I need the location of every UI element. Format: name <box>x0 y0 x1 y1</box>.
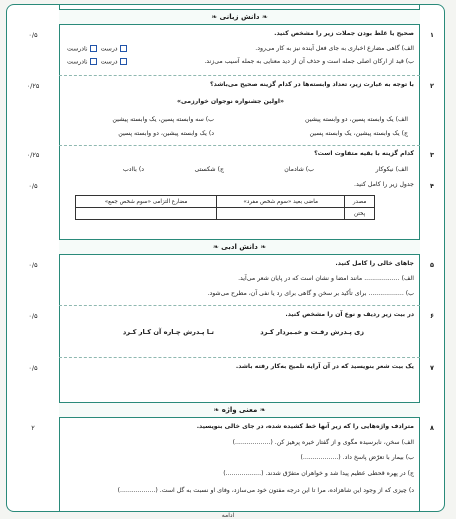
true-checkbox-a[interactable] <box>120 45 127 52</box>
question-number-column <box>419 5 444 511</box>
blank-b: ب) .................. برای تأکید بر سخن و گاهی برای رد یا نفی آن، مطرح می‌شود. <box>207 290 414 297</box>
table-header: مضارع التزامی «سوم شخص جمع» <box>76 196 217 208</box>
question-title: با توجه به عبارت زیر، تعداد وابسته‌ها در کدام گزینه صحیح می‌باشد؟ <box>210 81 414 88</box>
true-false-b: درست نادرست <box>67 58 127 67</box>
option-a[interactable]: الف) نیکوکار <box>375 166 408 173</box>
divider <box>59 305 420 306</box>
divider <box>59 145 420 146</box>
option-d[interactable]: د) یک وابسته پیشین، دو وابسته پسین <box>118 130 214 137</box>
statement-a: الف) گاهی مضارع اخباری به جای فعل آینده نیز به کار می‌رود. <box>255 45 414 52</box>
answer-cell[interactable] <box>217 208 345 220</box>
verse-left: تـا پـدرش چـاره آن کـار کـرد <box>122 328 214 336</box>
question-title: یک بیت شعر بنویسید که در آن آرایه تلمیح به‌کار رفته باشد. <box>235 363 414 370</box>
question-title: مترادف واژه‌هایی را که زیر آنها خط کشیده شده، در جای خالی بنویسید. <box>196 423 414 430</box>
synonym-a: الف) سخن، نابرسیده مگوی و از گفتار خیره پرهیز کن. (..................) <box>232 439 414 446</box>
section-header-vocab: ❧ معنی واژه ❧ <box>59 402 420 418</box>
question-score: ۰/۵ <box>28 182 38 190</box>
statement-b: ب) قید از ارکان اصلی جمله است و حذف آن از دید معنایی به جمله آسیب می‌زند. <box>204 58 414 65</box>
question-number: ۴ <box>430 182 434 190</box>
divider <box>59 357 420 358</box>
divider <box>59 75 420 76</box>
option-b[interactable]: ب) سه وابسته پسین، یک وابسته پیشین <box>112 116 214 123</box>
question-score: ۰/۲۵ <box>26 82 40 90</box>
option-c[interactable]: ج) شکستی <box>194 166 224 173</box>
tense-table <box>75 195 375 220</box>
option-d[interactable]: د) باادب <box>122 166 144 173</box>
score-column <box>7 5 60 511</box>
true-checkbox-b[interactable] <box>120 58 127 65</box>
table-row <box>76 208 375 220</box>
synonym-c: ج) در پهره قحطی عظیم پیدا شد و خواهران متفرّق شدند. (..................) <box>223 470 414 477</box>
section-title-literature: دانش ادبی <box>221 243 258 251</box>
question-number: ۸ <box>430 424 434 432</box>
option-a[interactable]: الف) یک وابسته پسین، دو وابسته پیشین <box>305 116 408 123</box>
question-number: ۶ <box>430 312 434 320</box>
verse-right: زی پـدرش رفـت و خبـبردار کـرد <box>260 328 364 336</box>
page-footer: ادامه <box>221 512 235 519</box>
question-number: ۲ <box>430 82 434 90</box>
section-header-literature: ❧ دانش ادبی ❧ <box>59 239 420 255</box>
synonym-d: د) چیزی که از وجود این شاهزاده، مرا تا این درجه مفتون خود می‌سازد، وفای او نسبت به گل است. (..................) <box>117 487 414 494</box>
question-title: جاهای خالی را کامل کنید. <box>335 260 414 267</box>
section-header-grammar: ❧ دانش زبانی ❧ <box>59 9 420 25</box>
section-title-grammar: دانش زبانی <box>219 13 260 21</box>
question-score: ۰/۵ <box>28 31 38 39</box>
false-checkbox-b[interactable] <box>90 58 97 65</box>
table-cell: پختن <box>345 208 375 220</box>
option-c[interactable]: ج) یک وابسته پیشین، یک وابسته پسین <box>309 130 408 137</box>
blank-a: الف) .................. مانند امضا و نشان است که در پایان شعر می‌آید. <box>238 275 414 282</box>
question-score: ۰/۲۵ <box>26 151 40 159</box>
answer-cell[interactable] <box>76 208 217 220</box>
exam-sheet <box>6 4 445 512</box>
option-b[interactable]: ب) شادمان <box>284 166 314 173</box>
question-score: ۰/۵ <box>28 312 38 320</box>
question-title: کدام گزینه با بقیه متفاوت است؟ <box>314 150 414 157</box>
question-number: ۵ <box>430 261 434 269</box>
table-header: ماضی بعید «سوم شخص مفرد» <box>217 196 345 208</box>
question-score: ۲ <box>31 424 35 432</box>
synonym-b: ب) بیمار با تعرّض پاسخ داد. (..................) <box>300 454 414 461</box>
question-number: ۷ <box>430 364 434 372</box>
true-false-a: درست نادرست <box>67 45 127 54</box>
exam-grid <box>7 5 444 511</box>
table-header-row <box>76 196 375 208</box>
question-title: صحیح یا غلط بودن جملات زیر را مشخص کنید. <box>274 30 414 37</box>
question-title: جدول زیر را کامل کنید. <box>354 181 414 188</box>
question-score: ۰/۵ <box>28 364 38 372</box>
false-checkbox-a[interactable] <box>90 45 97 52</box>
table-header: مصدر <box>345 196 375 208</box>
question-score: ۰/۵ <box>28 261 38 269</box>
question-number: ۱ <box>430 31 434 39</box>
question-title: در بیت زیر ردیف و نوع آن را مشخص کنید. <box>285 311 414 318</box>
question-number: ۳ <box>430 151 434 159</box>
phrase: «اولین جشنواره نوجوان خوارزمی» <box>177 98 284 105</box>
section-title-vocab: معنی واژه <box>221 406 258 414</box>
